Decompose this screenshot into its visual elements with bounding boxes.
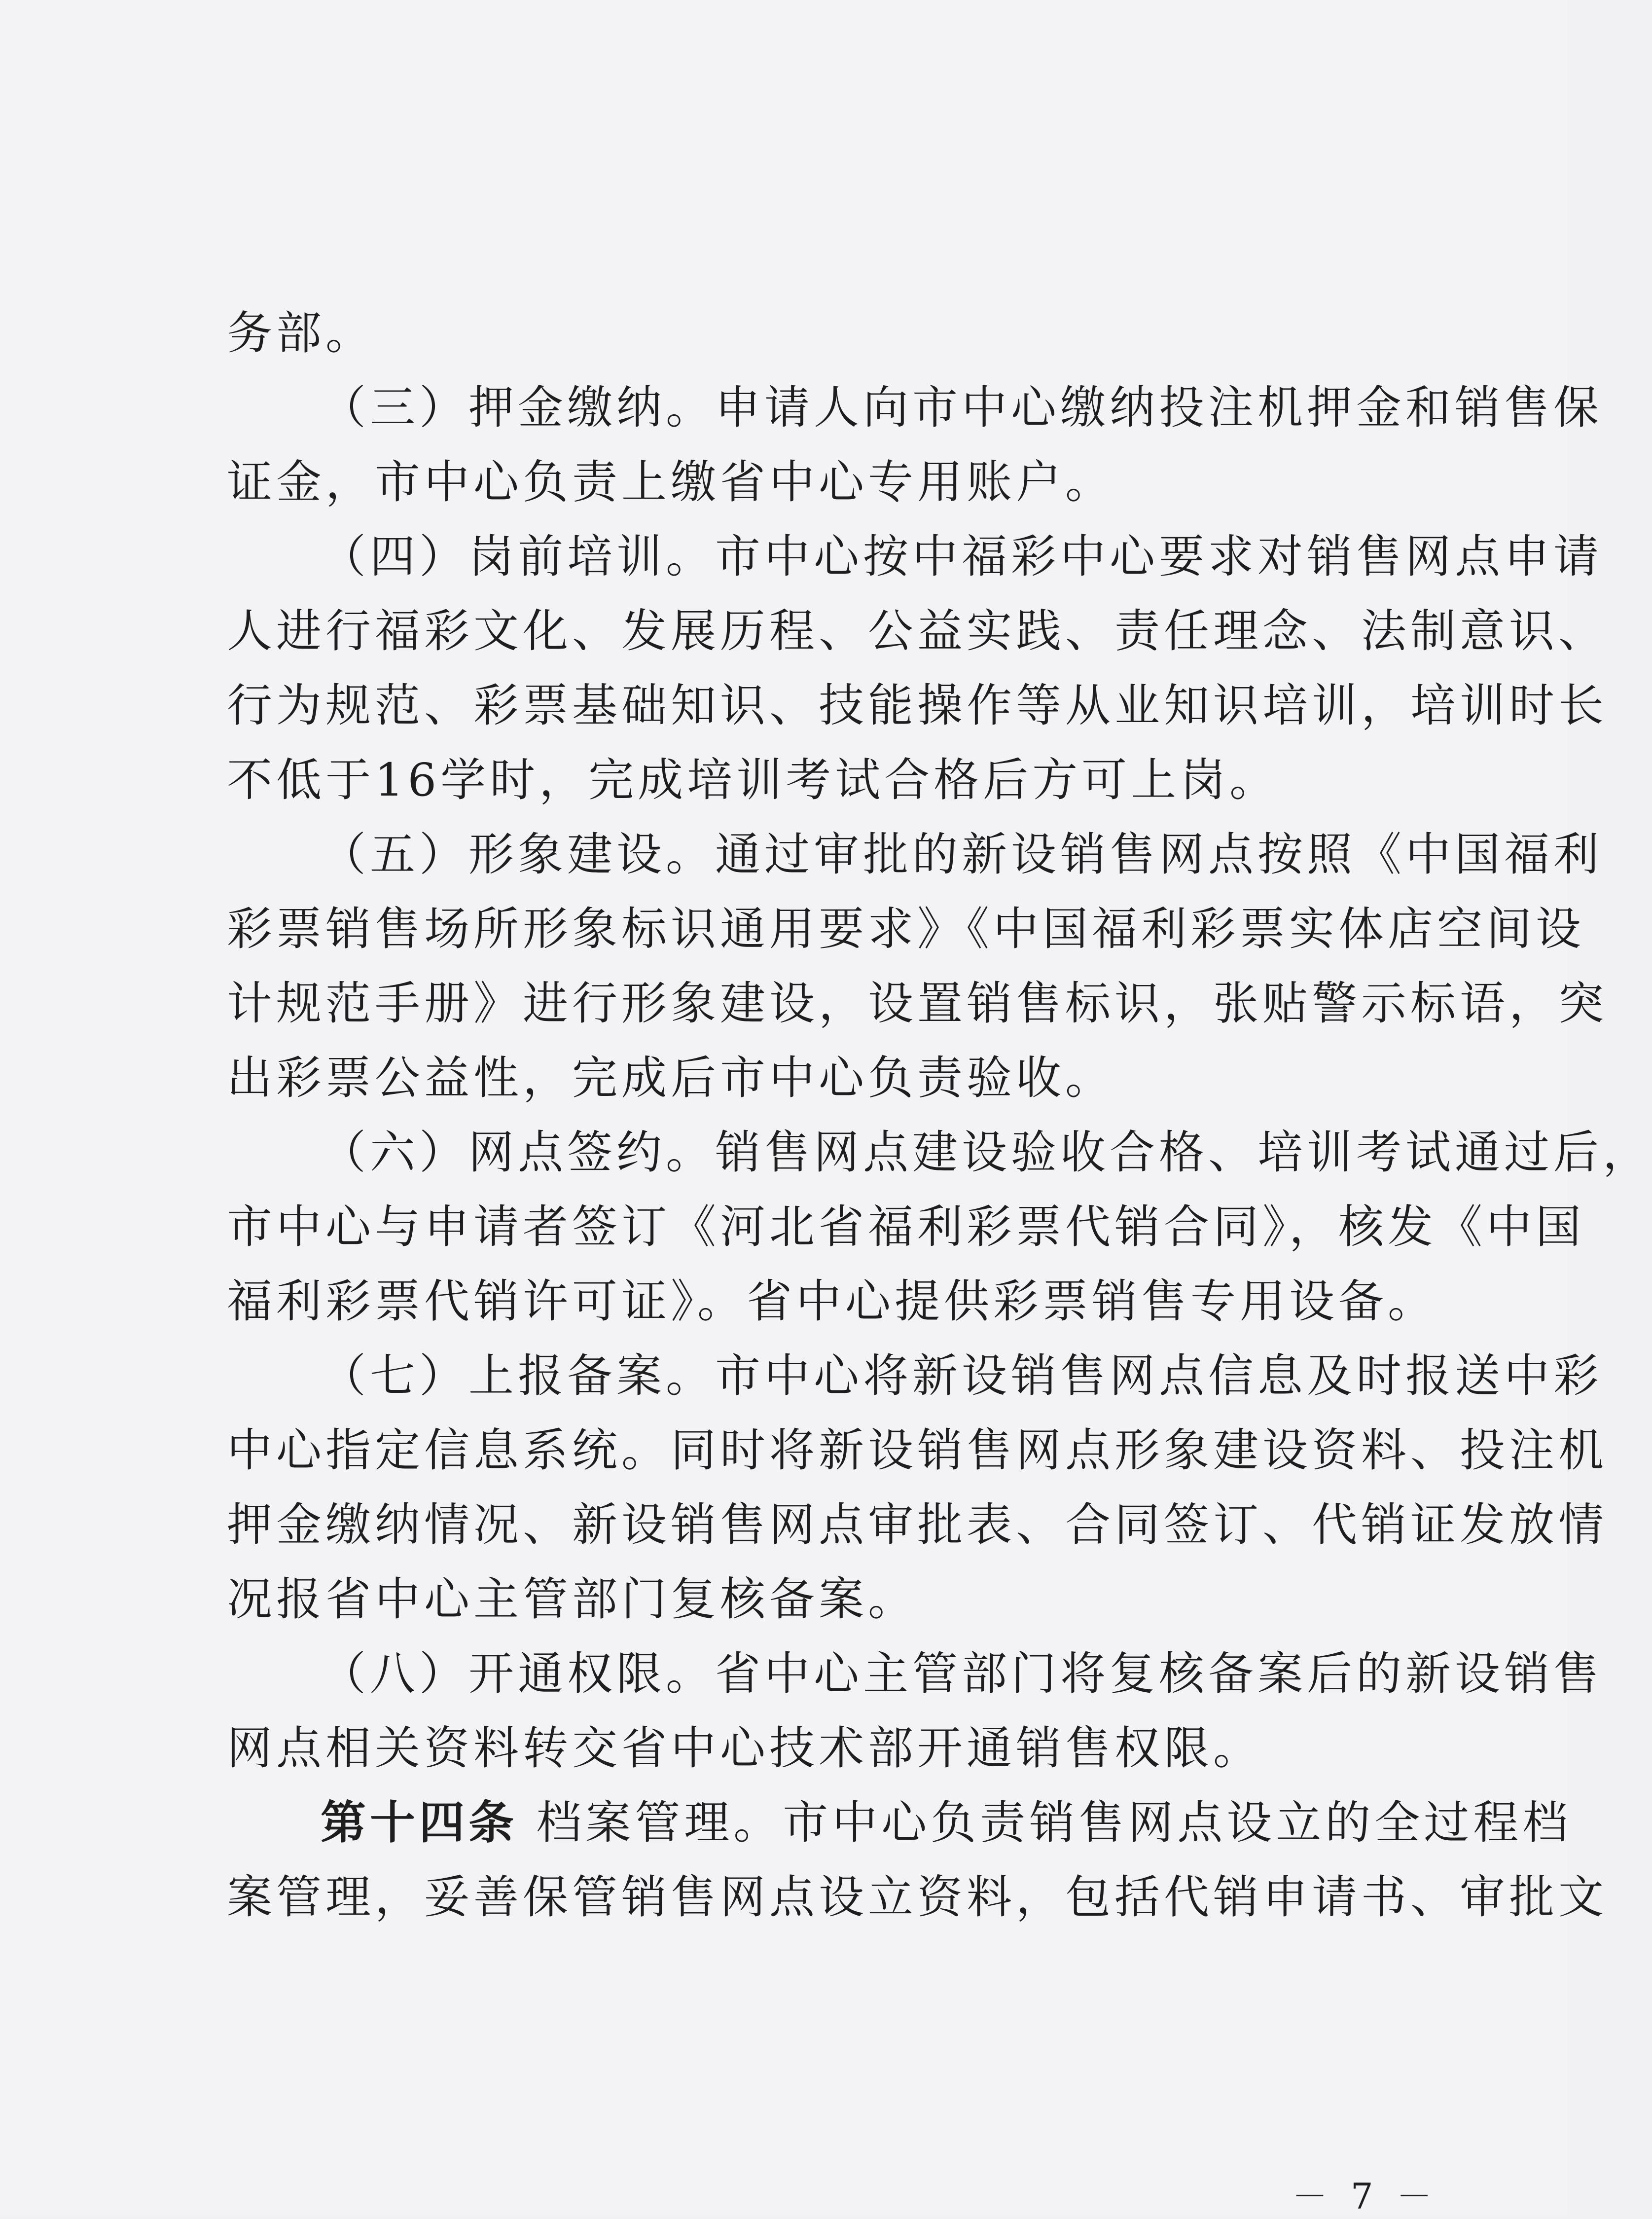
text-line: 证金，市中心负责上缴省中心专用账户。 [227, 456, 1115, 509]
text-line: 务部。 [227, 307, 375, 360]
article-number: 第十四条 [321, 1796, 518, 1849]
text-line: （五）形象建设。通过审批的新设销售网点按照《中国福利 [321, 828, 1603, 881]
text-line: （七）上报备案。市中心将新设销售网点信息及时报送中彩 [321, 1349, 1603, 1402]
text-line: （三）押金缴纳。申请人向市中心缴纳投注机押金和销售保 [321, 381, 1603, 434]
text-line: 况报省中心主管部门复核备案。 [227, 1573, 918, 1626]
text-line: 行为规范、彩票基础知识、技能操作等从业知识培训，培训时长 [227, 679, 1608, 732]
article-heading-line [227, 1785, 1572, 1860]
text-line: 不低于16学时，完成培训考试合格后方可上岗。 [227, 754, 1279, 806]
text-line: 案管理，妥善保管销售网点设立资料，包括代销申请书、审批文 [227, 1871, 1608, 1924]
text-line: 彩票销售场所形象标识通用要求》《中国福利彩票实体店空间设 [227, 903, 1585, 955]
article-text: 档案管理。市中心负责销售网点设立的全过程档 [518, 1796, 1572, 1849]
text-line: 中心指定信息系统。同时将新设销售网点形象建设资料、投注机 [227, 1424, 1608, 1477]
text-line: 福利彩票代销许可证》。省中心提供彩票销售专用设备。 [227, 1275, 1437, 1328]
text-line: （八）开通权限。省中心主管部门将复核备案后的新设销售 [321, 1647, 1603, 1700]
text-line: （四）岗前培训。市中心按中福彩中心要求对销售网点申请 [321, 530, 1603, 583]
text-line: 押金缴纳情况、新设销售网点审批表、合同签订、代销证发放情 [227, 1498, 1608, 1551]
text-line: 网点相关资料转交省中心技术部开通销售权限。 [227, 1722, 1263, 1775]
text-line: 市中心与申请者签订《河北省福利彩票代销合同》，核发《中国 [227, 1200, 1585, 1253]
page-number: － 7 － [1292, 2176, 1438, 2217]
text-line: 计规范手册》进行形象建设，设置销售标识，张贴警示标语，突 [227, 977, 1608, 1030]
text-line: 出彩票公益性，完成后市中心负责验收。 [227, 1052, 1115, 1104]
text-line: 人进行福彩文化、发展历程、公益实践、责任理念、法制意识、 [227, 605, 1608, 657]
body-text [227, 296, 1652, 1934]
text-line: （六）网点签约。销售网点建设验收合格、培训考试通过后， [321, 1126, 1652, 1179]
